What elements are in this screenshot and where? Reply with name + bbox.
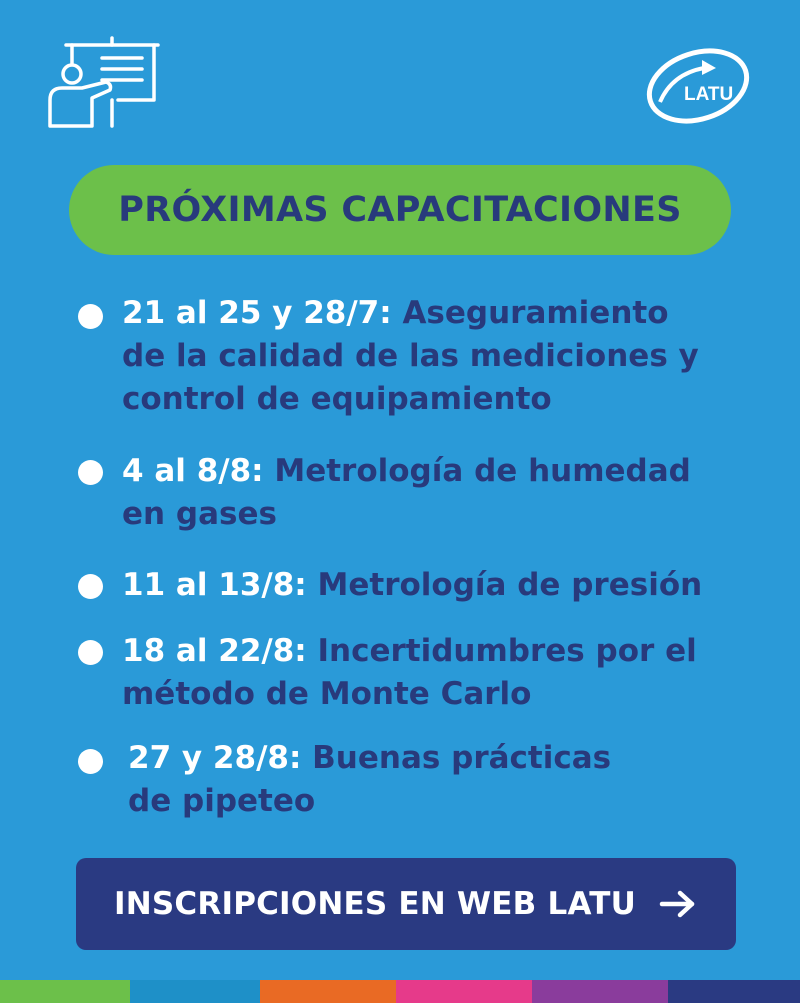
bullet-icon [78,640,103,665]
stripe [396,980,532,1003]
register-button-label: INSCRIPCIONES EN WEB LATU [114,886,636,922]
course-date: 21 al 25 y 28/7: [122,295,392,331]
arrow-right-icon [658,889,698,919]
list-item [122,292,742,421]
list-item [128,737,748,823]
bullet-icon [78,460,103,485]
stripe [532,980,668,1003]
course-title: Metrología de humedad [274,453,691,489]
bullet-icon [78,749,103,774]
register-button[interactable] [76,858,736,950]
stripe [0,980,130,1003]
presenter-board-icon [46,36,162,132]
list-item [122,630,742,716]
course-date: 4 al 8/8: [122,453,264,489]
list-item [122,450,742,536]
course-title: Incertidumbres por el [317,633,697,669]
logo-text: LATU [684,84,734,105]
course-title: Aseguramiento [402,295,669,331]
bullet-icon [78,304,103,329]
course-title: control de equipamiento [122,381,552,417]
stripe [260,980,396,1003]
color-stripes [0,980,800,1003]
course-date: 27 y 28/8: [128,740,302,776]
course-title: Buenas prácticas [312,740,612,776]
latu-logo [642,44,760,126]
course-title: en gases [122,496,277,532]
banner-title: PRÓXIMAS CAPACITACIONES [118,190,682,230]
course-date: 11 al 13/8: [122,567,307,603]
course-title: Metrología de presión [317,567,703,603]
stripe [130,980,260,1003]
course-title: de la calidad de las mediciones y [122,338,699,374]
course-title: de pipeteo [128,783,316,819]
course-title: método de Monte Carlo [122,676,532,712]
course-date: 18 al 22/8: [122,633,307,669]
list-item [122,564,742,607]
stripe [668,980,800,1003]
title-banner [69,165,731,255]
bullet-icon [78,574,103,599]
